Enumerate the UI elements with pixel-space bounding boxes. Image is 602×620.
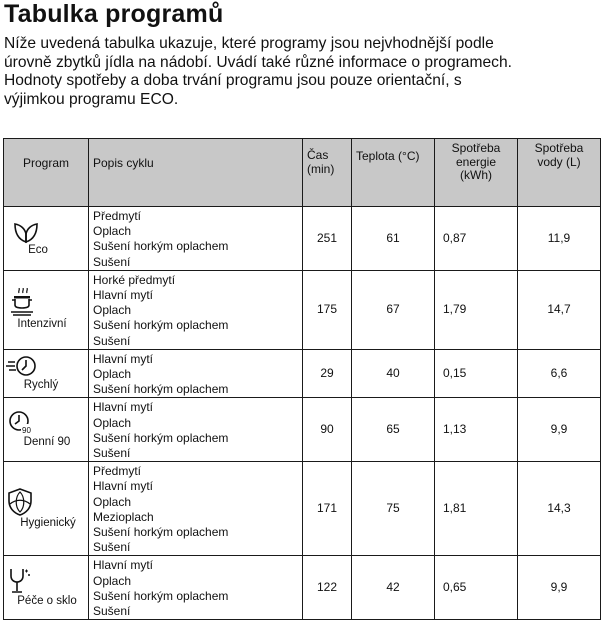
svg-text:90: 90 bbox=[22, 425, 31, 435]
temperature-cell: 61 bbox=[352, 207, 435, 271]
cycle-description bbox=[89, 556, 303, 620]
time-cell: 122 bbox=[303, 556, 352, 620]
cycle-step: Sušení horkým oplachem bbox=[93, 525, 229, 540]
program-name: Hygienický bbox=[20, 516, 76, 529]
fast-clock-icon bbox=[6, 355, 40, 379]
program-cell bbox=[4, 398, 89, 462]
temperature-cell: 42 bbox=[352, 556, 435, 620]
cycle-description bbox=[89, 270, 303, 349]
time-cell: 171 bbox=[303, 462, 352, 556]
energy-cell: 0,15 bbox=[435, 349, 518, 398]
cycle-step: Oplach bbox=[93, 573, 132, 588]
water-cell: 14,3 bbox=[518, 462, 601, 556]
page-title: Tabulka programů bbox=[4, 0, 224, 28]
time-cell: 90 bbox=[303, 398, 352, 462]
cycle-step: Oplach bbox=[93, 224, 132, 239]
water-cell: 9,9 bbox=[518, 398, 601, 462]
clock-90-icon bbox=[6, 410, 36, 436]
table-row bbox=[4, 207, 601, 271]
table-row bbox=[4, 349, 601, 398]
cycle-step: Oplach bbox=[93, 303, 132, 318]
intro-line: Níže uvedená tabulka ukazuje, které programy jsou nejvhodnější podle bbox=[4, 35, 494, 52]
temperature-cell: 75 bbox=[352, 462, 435, 556]
cycle-step: Sušení horkým oplachem bbox=[93, 382, 229, 397]
intro-line: Hodnoty spotřeby a doba trvání programu jsou pouze orientační, s bbox=[4, 72, 462, 89]
cycle-step: Hlavní mytí bbox=[93, 351, 154, 366]
header-time: Čas (min) bbox=[303, 139, 352, 207]
header-temperature: Teplota (°C) bbox=[352, 139, 435, 207]
energy-cell: 0,87 bbox=[435, 207, 518, 271]
cycle-step: Sušení bbox=[93, 333, 131, 348]
cycle-description bbox=[89, 349, 303, 398]
water-cell: 14,7 bbox=[518, 270, 601, 349]
cycle-step: Hlavní mytí bbox=[93, 400, 154, 415]
time-cell: 251 bbox=[303, 207, 352, 271]
temperature-cell: 65 bbox=[352, 398, 435, 462]
water-cell: 9,9 bbox=[518, 556, 601, 620]
header-water: Spotřeba vody (L) bbox=[518, 139, 601, 207]
program-name: Denní 90 bbox=[23, 435, 71, 448]
water-cell: 11,9 bbox=[518, 207, 601, 271]
energy-cell: 0,65 bbox=[435, 556, 518, 620]
temperature-cell: 67 bbox=[352, 270, 435, 349]
glass-icon bbox=[4, 567, 34, 595]
program-cell bbox=[4, 349, 89, 398]
cycle-step: Hlavní mytí bbox=[93, 479, 154, 494]
pot-icon bbox=[8, 288, 38, 318]
program-name: Eco bbox=[28, 244, 48, 257]
cycle-step: Horké předmytí bbox=[93, 272, 176, 287]
temperature-cell: 40 bbox=[352, 349, 435, 398]
program-name: Rychlý bbox=[23, 378, 59, 391]
intro-line: úrovně zbytků jídla na nádobí. Uvádí také různé informace o programech. bbox=[4, 53, 512, 71]
intro-line: výjimkou programu ECO. bbox=[4, 90, 179, 108]
table-row bbox=[4, 270, 601, 349]
header-description: Popis cyklu bbox=[89, 139, 303, 207]
cycle-step: Oplach bbox=[93, 494, 132, 509]
cycle-step: Sušení horkým oplachem bbox=[93, 430, 229, 445]
cycle-step: Oplach bbox=[93, 367, 132, 382]
cycle-step: Sušení horkým oplachem bbox=[93, 588, 229, 603]
cycle-step: Hlavní mytí bbox=[93, 558, 154, 573]
program-name: Péče o sklo bbox=[17, 594, 77, 607]
cycle-step: Předmytí bbox=[93, 209, 142, 223]
program-name: Intenzivní bbox=[17, 317, 67, 330]
cycle-step: Sušení horkým oplachem bbox=[93, 318, 229, 333]
cycle-step: Sušení bbox=[93, 254, 131, 269]
shield-icon bbox=[6, 487, 34, 517]
cycle-description bbox=[89, 207, 303, 271]
header-program: Program bbox=[4, 139, 89, 207]
water-cell: 6,6 bbox=[518, 349, 601, 398]
table-row bbox=[4, 462, 601, 556]
cycle-step: Oplach bbox=[93, 415, 132, 430]
time-cell: 29 bbox=[303, 349, 352, 398]
cycle-step: Sušení bbox=[93, 604, 131, 619]
table-row bbox=[4, 398, 601, 462]
cycle-step: Předmytí bbox=[93, 464, 142, 479]
program-cell bbox=[4, 556, 89, 620]
time-cell: 175 bbox=[303, 270, 352, 349]
cycle-step: Sušení bbox=[93, 540, 131, 555]
cycle-step: Sušení horkým oplachem bbox=[93, 239, 229, 254]
intro-paragraph bbox=[4, 35, 600, 109]
energy-cell: 1,13 bbox=[435, 398, 518, 462]
energy-cell: 1,79 bbox=[435, 270, 518, 349]
cycle-description bbox=[89, 398, 303, 462]
cycle-step: Sušení bbox=[93, 446, 131, 461]
header-energy: Spotřeba energie (kWh) bbox=[435, 139, 518, 207]
program-cell bbox=[4, 462, 89, 556]
program-table bbox=[3, 138, 601, 620]
program-cell bbox=[4, 207, 89, 271]
table-row bbox=[4, 556, 601, 620]
cycle-description bbox=[89, 462, 303, 556]
table-header-row bbox=[4, 139, 601, 207]
energy-cell: 1,81 bbox=[435, 462, 518, 556]
leaf-icon bbox=[10, 218, 42, 244]
cycle-step: Hlavní mytí bbox=[93, 288, 154, 303]
cycle-step: Mezioplach bbox=[93, 509, 154, 524]
program-cell bbox=[4, 270, 89, 349]
